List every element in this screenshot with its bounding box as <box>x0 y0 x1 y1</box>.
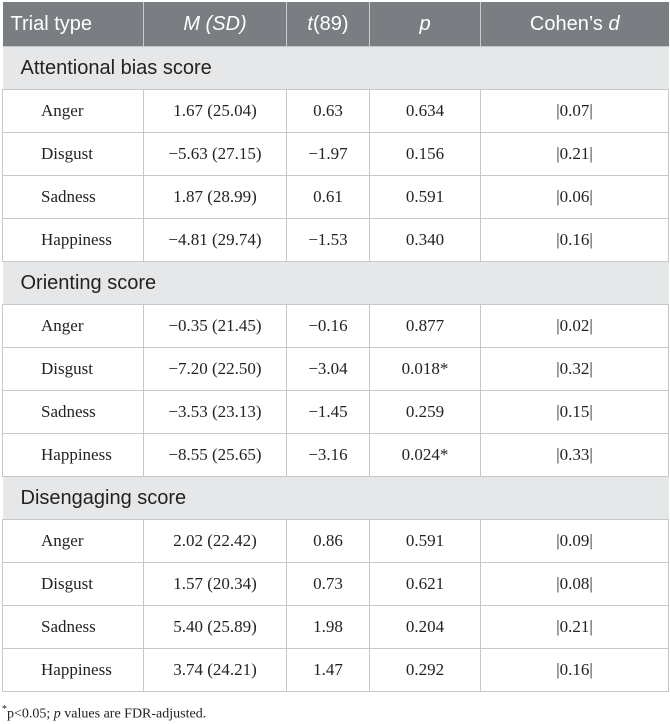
cell-trial-type: Happiness <box>3 434 144 477</box>
footnote-part1: p<0.05; <box>7 706 54 722</box>
header-row <box>3 2 669 47</box>
cell-mean-sd: −0.35 (21.45) <box>144 305 287 348</box>
cell-cohens-d: |0.15| <box>481 391 669 434</box>
results-table-container <box>2 2 668 723</box>
section-title: Disengaging score <box>3 477 669 520</box>
cell-trial-type: Disgust <box>3 348 144 391</box>
cell-cohens-d: |0.08| <box>481 563 669 606</box>
header-cohens-d-symbol: d <box>608 12 620 35</box>
cell-t-value: −1.45 <box>287 391 370 434</box>
cell-trial-type: Sadness <box>3 176 144 219</box>
header-cohens-d <box>481 2 669 47</box>
cell-cohens-d: |0.06| <box>481 176 669 219</box>
cell-trial-type: Anger <box>3 520 144 563</box>
cell-trial-type: Happiness <box>3 219 144 262</box>
cell-cohens-d: |0.16| <box>481 649 669 692</box>
table-row <box>3 305 669 348</box>
table-row <box>3 563 669 606</box>
results-table <box>2 2 669 692</box>
footnote-marker: * <box>2 704 7 715</box>
section-title: Orienting score <box>3 262 669 305</box>
cell-p-value: 0.156 <box>370 133 481 176</box>
cell-cohens-d: |0.21| <box>481 133 669 176</box>
header-trial-type: Trial type <box>3 2 144 47</box>
cell-p-value: 0.877 <box>370 305 481 348</box>
cell-mean-sd: −7.20 (22.50) <box>144 348 287 391</box>
cell-p-value: 0.018* <box>370 348 481 391</box>
cell-p-value: 0.340 <box>370 219 481 262</box>
table-row <box>3 434 669 477</box>
section-row <box>3 262 669 305</box>
cell-t-value: −3.16 <box>287 434 370 477</box>
cell-mean-sd: 5.40 (25.89) <box>144 606 287 649</box>
cell-trial-type: Disgust <box>3 133 144 176</box>
cell-trial-type: Anger <box>3 90 144 133</box>
cell-p-value: 0.591 <box>370 176 481 219</box>
table-footnote <box>2 704 668 723</box>
table-row <box>3 649 669 692</box>
cell-p-value: 0.591 <box>370 520 481 563</box>
cell-trial-type: Sadness <box>3 606 144 649</box>
cell-p-value: 0.621 <box>370 563 481 606</box>
cell-t-value: −3.04 <box>287 348 370 391</box>
cell-trial-type: Happiness <box>3 649 144 692</box>
table-row <box>3 133 669 176</box>
cell-t-value: −1.53 <box>287 219 370 262</box>
cell-mean-sd: 2.02 (22.42) <box>144 520 287 563</box>
header-cohens-text: Cohen’s <box>529 12 609 35</box>
cell-cohens-d: |0.16| <box>481 219 669 262</box>
cell-p-value: 0.634 <box>370 90 481 133</box>
header-t-statistic <box>287 2 370 47</box>
header-t-symbol: t <box>307 12 313 35</box>
cell-mean-sd: −3.53 (23.13) <box>144 391 287 434</box>
cell-t-value: 0.86 <box>287 520 370 563</box>
cell-mean-sd: −8.55 (25.65) <box>144 434 287 477</box>
cell-mean-sd: 1.87 (28.99) <box>144 176 287 219</box>
cell-mean-sd: 1.57 (20.34) <box>144 563 287 606</box>
cell-t-value: 0.73 <box>287 563 370 606</box>
cell-trial-type: Anger <box>3 305 144 348</box>
cell-t-value: 1.47 <box>287 649 370 692</box>
cell-p-value: 0.024* <box>370 434 481 477</box>
cell-trial-type: Sadness <box>3 391 144 434</box>
cell-mean-sd: −5.63 (27.15) <box>144 133 287 176</box>
table-row <box>3 520 669 563</box>
footnote-part2: values are FDR-adjusted. <box>60 706 207 722</box>
table-row <box>3 90 669 133</box>
cell-trial-type: Disgust <box>3 563 144 606</box>
cell-p-value: 0.204 <box>370 606 481 649</box>
header-mean-sd: M (SD) <box>144 2 287 47</box>
section-row <box>3 47 669 90</box>
cell-cohens-d: |0.21| <box>481 606 669 649</box>
cell-p-value: 0.259 <box>370 391 481 434</box>
cell-cohens-d: |0.02| <box>481 305 669 348</box>
table-row <box>3 348 669 391</box>
table-body <box>3 47 669 692</box>
cell-cohens-d: |0.09| <box>481 520 669 563</box>
cell-t-value: 1.98 <box>287 606 370 649</box>
section-title: Attentional bias score <box>3 47 669 90</box>
cell-t-value: −0.16 <box>287 305 370 348</box>
section-row <box>3 477 669 520</box>
footnote-p-italic: p <box>53 706 61 722</box>
cell-cohens-d: |0.07| <box>481 90 669 133</box>
table-row <box>3 606 669 649</box>
table-row <box>3 391 669 434</box>
table-row <box>3 176 669 219</box>
table-row <box>3 219 669 262</box>
cell-mean-sd: −4.81 (29.74) <box>144 219 287 262</box>
cell-t-value: 0.61 <box>287 176 370 219</box>
cell-mean-sd: 1.67 (25.04) <box>144 90 287 133</box>
header-t-df: (89) <box>312 12 349 35</box>
cell-mean-sd: 3.74 (24.21) <box>144 649 287 692</box>
table-header <box>3 2 669 47</box>
cell-cohens-d: |0.32| <box>481 348 669 391</box>
cell-p-value: 0.292 <box>370 649 481 692</box>
cell-t-value: 0.63 <box>287 90 370 133</box>
cell-cohens-d: |0.33| <box>481 434 669 477</box>
header-p-value: p <box>370 2 481 47</box>
cell-t-value: −1.97 <box>287 133 370 176</box>
